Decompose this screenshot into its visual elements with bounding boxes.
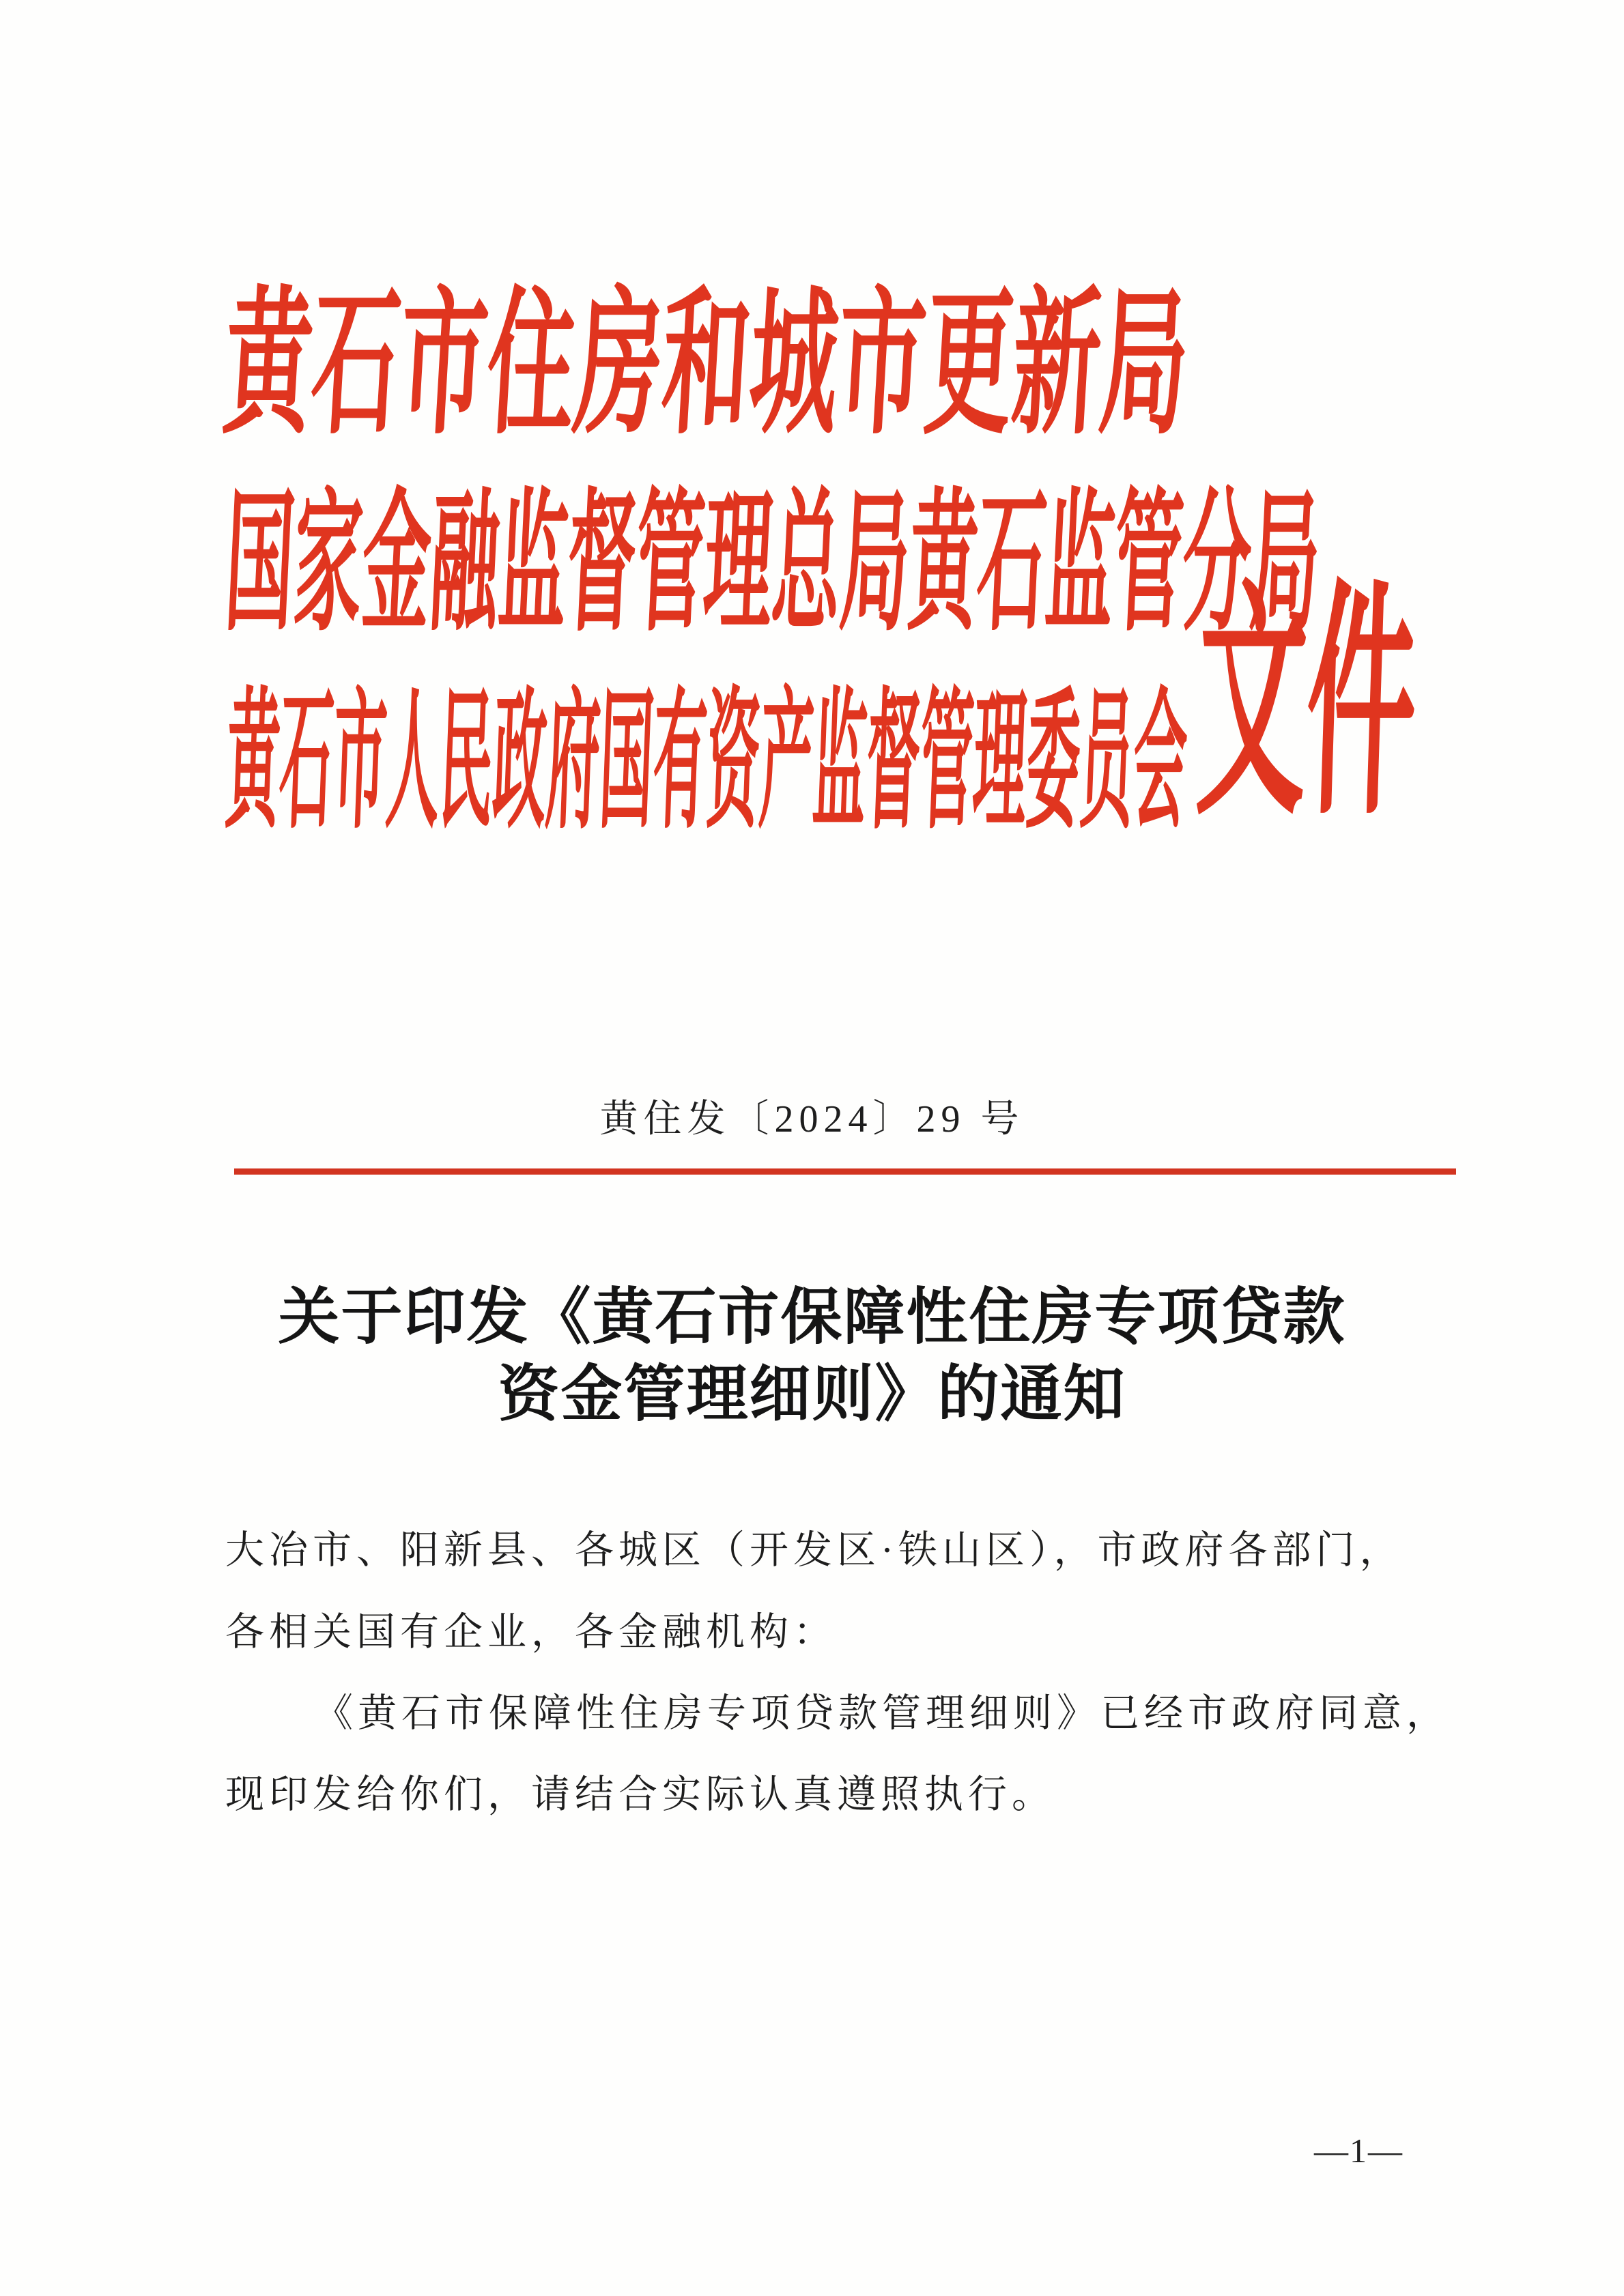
letterhead-org-line-3: 黄石市人民政府国有资产监督管理委员会: [223, 672, 1191, 850]
body-paragraph-line-1: 《黄石市保障性住房专项贷款管理细则》已经市政府同意，: [314, 1692, 1450, 1735]
letterhead-org-line-1: 黄石市住房和城市更新局: [219, 270, 1194, 456]
document-title-line-1: 关于印发《黄石市保障性住房专项贷款: [278, 1284, 1346, 1351]
addressee-line-1: 大冶市、阳新县、各城区（开发区·铁山区），市政府各部门，: [225, 1529, 1404, 1572]
document-title-line-2: 资金管理细则》的通知: [498, 1361, 1126, 1429]
document-reference-number: 黄住发〔2024〕29 号: [599, 1098, 1025, 1140]
page-number: —1—: [1314, 2132, 1404, 2170]
body-paragraph-line-2: 现印发给你们，请结合实际认真遵照执行。: [225, 1773, 1055, 1816]
document-type-label: 文件: [1193, 556, 1421, 849]
addressee-line-2: 各相关国有企业，各金融机构：: [225, 1611, 837, 1654]
red-divider-rule: [234, 1168, 1456, 1175]
letterhead-org-line-2: 国家金融监督管理总局黄石监管分局: [221, 472, 1324, 652]
